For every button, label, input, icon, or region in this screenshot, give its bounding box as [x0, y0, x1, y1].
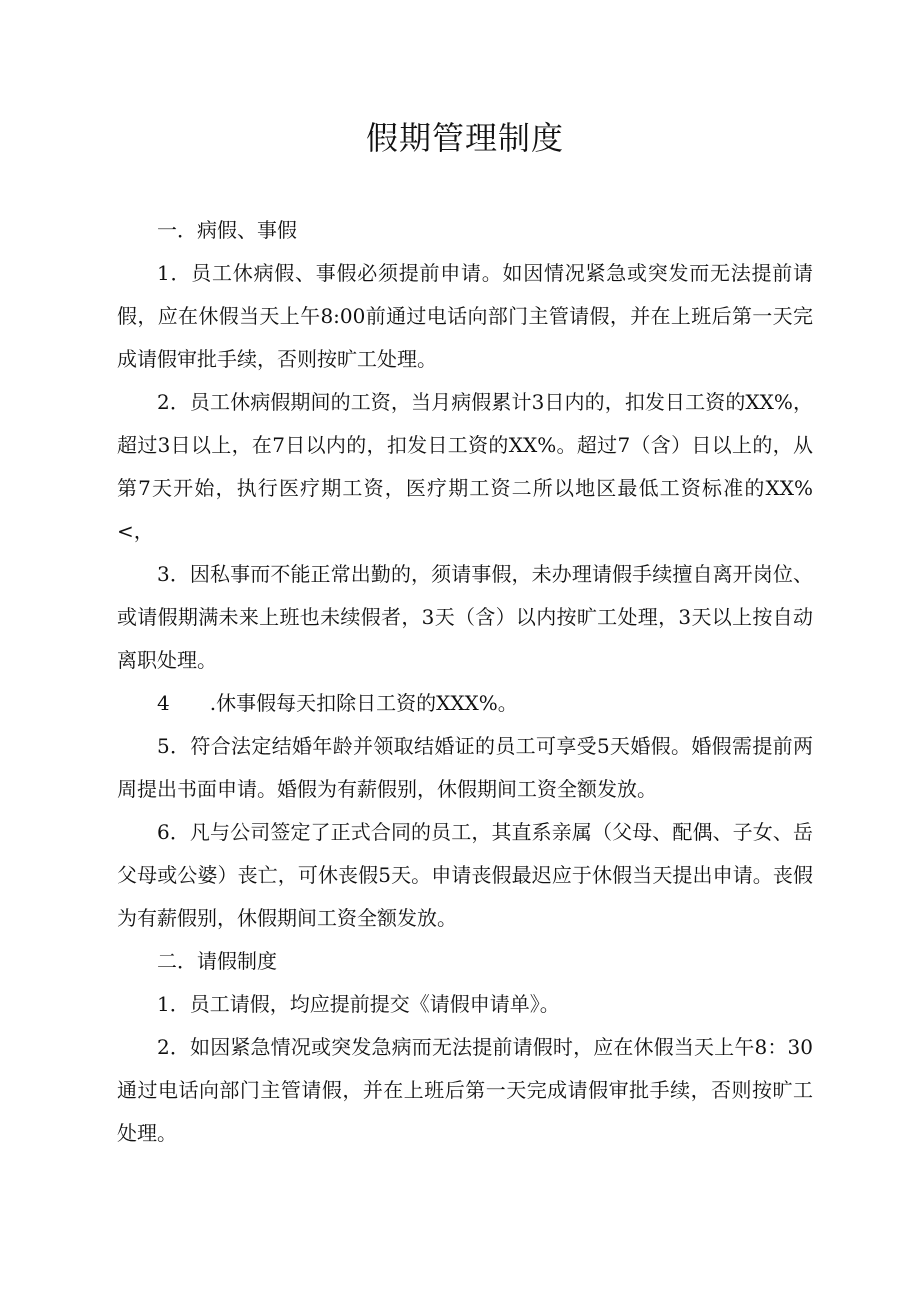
- section-heading-1: 一．病假、事假: [157, 218, 297, 242]
- paragraph-2-1: 1．员工请假，均应提前提交《请假申请单》。: [157, 992, 560, 1016]
- paragraph-1-5: 5．符合法定结婚年龄并领取结婚证的员工可享受5天婚假。婚假需提前两周提出书面申请。婚假为有薪假别，休假期间工资全额发放。: [117, 734, 813, 801]
- paragraph-1-6: 6．凡与公司签定了正式合同的员工，其直系亲属（父母、配偶、子女、岳父母或公婆）丧亡，可休丧假5天。申请丧假最迟应于休假当天提出申请。丧假为有薪假别，休假期间工资全额发放。: [117, 820, 813, 930]
- section-heading-2: 二．请假制度: [157, 949, 277, 973]
- paragraph-1-1: 1．员工休病假、事假必须提前申请。如因情况紧急或突发而无法提前请假，应在休假当天上午8:00前通过电话向部门主管请假，并在上班后第一天完成请假审批手续，否则按旷工处理。: [117, 261, 813, 371]
- document-body: [117, 209, 813, 1155]
- document-title: 假期管理制度: [365, 119, 564, 157]
- paragraph-1-3: 3．因私事而不能正常出勤的，须请事假，未办理请假手续擅自离开岗位、或请假期满未来上班也未续假者，3天（含）以内按旷工处理，3天以上按自动离职处理。: [117, 562, 813, 672]
- paragraph-1-4: 4 .休事假每天扣除日工资的XXX%。: [157, 691, 518, 715]
- paragraph-2-2: 2．如因紧急情况或突发急病而无法提前请假时，应在休假当天上午8：30通过电话向部门主管请假，并在上班后第一天完成请假审批手续，否则按旷工处理。: [117, 1035, 813, 1145]
- paragraph-1-2: 2．员工休病假期间的工资，当月病假累计3日内的，扣发日工资的XX%，超过3日以上，在7日以内的，扣发日工资的XX%。超过7（含）日以上的，从第7天开始，执行医疗期工资，医疗期工资二所以地区最低工资标准的XX%<，: [117, 390, 813, 543]
